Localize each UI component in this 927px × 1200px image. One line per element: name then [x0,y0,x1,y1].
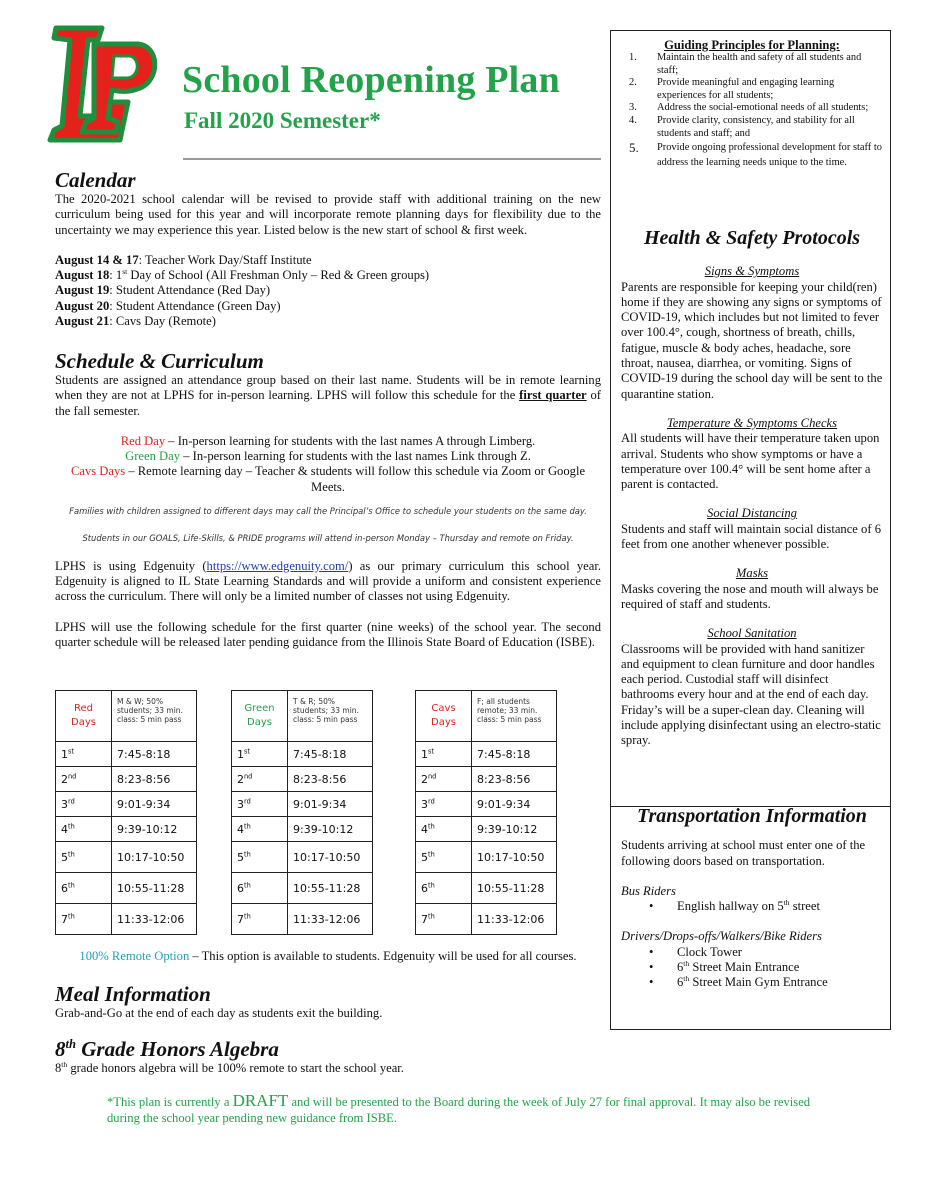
period-cell: 1st [56,742,112,767]
time-cell: 9:39-10:12 [288,817,373,842]
time-cell: 9:01-9:34 [472,792,557,817]
period-cell: 3rd [416,792,472,817]
calendar-intro: The 2020-2021 school calendar will be revised to provide staff with additional training on the new curriculum being used for this year and will incorporate remote planning days for flexibility due to the uncertainty we may experience this year. Listed below is the new start of school & first week. [55,192,601,237]
calendar-heading: Calendar [55,168,136,192]
table-row [56,767,197,792]
period-cell: 4th [56,817,112,842]
health-text: Masks covering the nose and mouth will always be required of staff and students. [621,581,879,611]
time-cell: 7:45-8:18 [288,742,373,767]
health-safety-section [621,227,883,749]
schedule-intro: Students are assigned an attendance group based on their last name. Students will be in remote learning when they are not at LPHS for in-person learning. LPHS will follow this schedule for the first quarter of the fall semester. [55,373,601,418]
period-cell: 1st [416,742,472,767]
health-text: Students and staff will maintain social distance of 6 feet from one another whenever possible. [621,521,881,552]
table-day-label: Cavs Days [416,691,472,742]
period-cell: 6th [232,873,288,904]
period-cell: 3rd [232,792,288,817]
table-row [416,842,557,873]
bus-list [621,899,883,914]
edgenuity-link[interactable]: https://www.edgenuity.com/ [206,558,349,573]
time-cell: 11:33-12:06 [112,904,197,935]
table-note: M & W; 50% students; 33 min. class: 5 min pass [112,691,197,742]
calendar-section [55,168,601,329]
principles-heading: Guiding Principles for Planning: [664,38,840,52]
time-cell: 8:23-8:56 [288,767,373,792]
page-subtitle: Fall 2020 Semester* [184,108,381,133]
table-day-label: Green Days [232,691,288,742]
time-cell: 7:45-8:18 [472,742,557,767]
table-row [232,792,373,817]
principle-item: 4. Provide clarity, consistency, and stability for all students and staff; and [629,114,855,139]
transport-section [621,805,883,991]
table-note: F; all students remote; 33 min. class: 5 min pass [472,691,557,742]
table-row [56,873,197,904]
red-days-table [55,690,197,935]
health-text: Classrooms will be provided with hand sanitizer and equipment to clean furniture and door handles each period. Custodial staff will disinfect bathrooms every hour and at the end of each day. Friday’s will be a super-clean day. Cleaning will include applying disinfectant using an electro-static spray. [621,641,881,748]
time-cell: 11:33-12:06 [472,904,557,935]
green-days-table [231,690,373,935]
cavs-days-table [415,690,557,935]
table-row [232,817,373,842]
calendar-date-row: August 18: 1st Day of School (All Freshman Only – Red & Green groups) [55,267,430,283]
table-row [416,742,557,767]
health-heading: Health & Safety Protocols [643,227,861,249]
table-row [416,904,557,935]
period-cell: 1st [232,742,288,767]
list-item: • English hallway on 5th street [649,898,820,914]
list-item: • 6th Street Main Gym Entrance [649,974,828,990]
table-row [56,742,197,767]
draft-footnote: *This plan is currently a DRAFT and will be presented to the Board during the week of July 27 for final approval. It may also be revised during the school year pending new guidance from ISBE. [107,1091,811,1125]
principle-item: 3. Address the social-emotional needs of all students; [629,102,869,114]
schedule-note-programs: Students in our GOALS, Life-Skills, & PRIDE programs will attend in-person Monday – Thursday and remote on Friday. [82,533,574,544]
table-row [232,842,373,873]
title-rule [183,158,601,160]
principles-list [621,52,883,170]
time-cell: 7:45-8:18 [112,742,197,767]
time-cell: 10:55-11:28 [288,873,373,904]
calendar-date-row: August 21: Cavs Day (Remote) [55,314,216,329]
principle-item: 1. Maintain the health and safety of all students and staff; [629,52,862,76]
period-cell: 6th [56,873,112,904]
period-cell: 6th [416,873,472,904]
quarter-paragraph: LPHS will use the following schedule for the first quarter (nine weeks) of the school year. The second quarter schedule will be released later pending guidance from the Illinois State Board of Education (ISBE). [55,619,601,649]
period-cell: 3rd [56,792,112,817]
principle-item: 5. Provide ongoing professional development for staff to address the learning needs unique to the time. [629,140,882,169]
algebra-text: 8th grade honors algebra will be 100% remote to start the school year. [55,1059,404,1075]
algebra-section [55,1037,601,1076]
calendar-date-row: August 19: Student Attendance (Red Day) [55,283,271,298]
table-row [416,792,557,817]
red-day-line: Red Day – In-person learning for students with the last names A through Limberg. [120,433,536,448]
period-cell: 4th [232,817,288,842]
period-cell: 2nd [56,767,112,792]
table-row [416,767,557,792]
list-item: • 6th Street Main Entrance [649,958,800,975]
meal-heading: Meal Information [55,982,211,1006]
green-day-line: Green Day – In-person learning for students with the last names Link through Z. [125,449,531,464]
time-cell: 9:39-10:12 [472,817,557,842]
list-item: • Clock Tower [649,944,742,959]
period-cell: 2nd [232,767,288,792]
lp-logo [42,22,160,150]
cavs-day-line: Cavs Days – Remote learning day – Teacher & students will follow this schedule via Zoom or Google Meets. [70,464,586,494]
time-cell: 10:17-10:50 [288,842,373,873]
health-subheading: Signs & Symptoms [704,264,800,279]
health-text: Parents are responsible for keeping your child(ren) home if they are showing any signs or symptoms of COVID-19, which includes but not limited to fever over 100.4°, cough, shortness of breath, chills, fatigue, muscle & body aches, headache, sore throat, nausea, diarrhea, or vomiting. Signs of COVID-19 during the school day will be sent to the quarantine station. [621,279,883,401]
draft-word: DRAFT [232,1091,289,1110]
edgenuity-paragraph: LPHS is using Edgenuity (https://www.edgenuity.com/) as our primary curriculum this school year. Edgenuity is aligned to IL State Learning Standards and will provide a uniform and consistent experience across the curriculum. There will only be a limited number of classes not using Edgenuity. [55,558,601,604]
time-cell: 9:01-9:34 [112,792,197,817]
period-cell: 7th [416,904,472,935]
table-row [232,904,373,935]
health-subheading: Social Distancing [707,506,797,521]
period-cell: 5th [56,842,112,873]
period-cell: 7th [232,904,288,935]
time-cell: 11:33-12:06 [288,904,373,935]
table-row [416,817,557,842]
health-subheading: School Sanitation [707,626,797,641]
period-cell: 5th [232,842,288,873]
calendar-date-row: August 14 & 17: Teacher Work Day/Staff Institute [55,252,312,267]
table-row [56,792,197,817]
time-cell: 10:55-11:28 [472,873,557,904]
health-text: All students will have their temperature taken upon arrival. Students who show symptoms or have a temperature over 100.4° will be sent home after a parent is contacted. [621,431,880,492]
table-row [416,873,557,904]
time-cell: 10:17-10:50 [112,842,197,873]
transport-heading: Transportation Information [637,805,867,827]
health-subheading: Temperature & Symptoms Checks [666,415,838,430]
algebra-heading: 8th Grade Honors Algebra [55,1037,279,1061]
time-cell: 8:23-8:56 [472,767,557,792]
period-cell: 5th [416,842,472,873]
table-row [232,873,373,904]
principle-item: 2. Provide meaningful and engaging learning experiences for all students; [629,77,835,101]
time-cell: 9:01-9:34 [288,792,373,817]
period-cell: 2nd [416,767,472,792]
drivers-list [621,945,883,991]
time-cell: 10:17-10:50 [472,842,557,873]
period-cell: 7th [56,904,112,935]
schedule-heading: Schedule & Curriculum [55,349,264,373]
transport-intro: Students arriving at school must enter one of the following doors based on transportation. [621,838,866,868]
table-row [56,817,197,842]
schedule-section [55,349,601,650]
time-cell: 10:55-11:28 [112,873,197,904]
remote-option-line: 100% Remote Option – This option is available to students. Edgenuity will be used for all courses. [79,949,577,963]
table-row [232,767,373,792]
page-title: School Reopening Plan [182,59,560,101]
table-day-label: Red Days [56,691,112,742]
meal-text: Grab-and-Go at the end of each day as students exit the building. [55,1006,383,1020]
health-subheading: Masks [735,566,769,581]
bus-riders-title: Bus Riders [621,883,676,898]
guiding-principles [621,38,883,170]
meal-section [55,982,601,1021]
period-cell: 4th [416,817,472,842]
time-cell: 9:39-10:12 [112,817,197,842]
table-row [232,742,373,767]
table-note: T & R; 50% students; 33 min. class: 5 min pass [288,691,373,742]
table-row [56,904,197,935]
schedule-note-families: Families with children assigned to different days may call the Principal’s Office to schedule your students on the same day. [69,506,587,517]
table-row [56,842,197,873]
time-cell: 8:23-8:56 [112,767,197,792]
calendar-date-row: August 20: Student Attendance (Green Day) [55,298,281,313]
drivers-title: Drivers/Drops-offs/Walkers/Bike Riders [621,929,822,944]
